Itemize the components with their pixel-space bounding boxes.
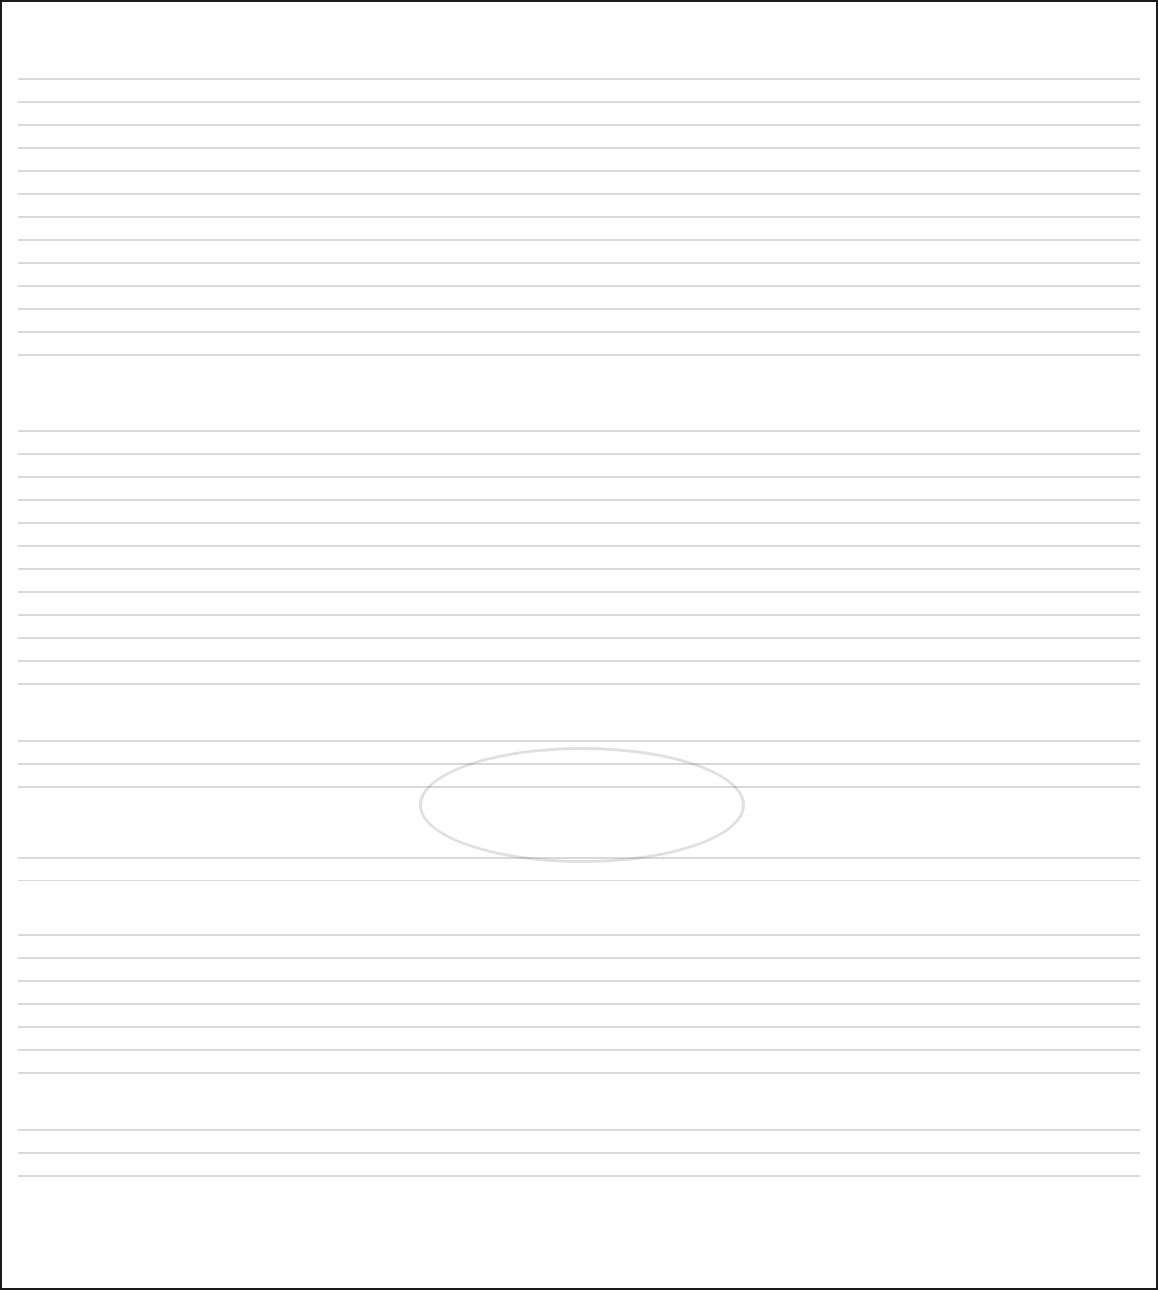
notice-paragraph: [18, 919, 1140, 1076]
notice-body: [18, 48, 1140, 1208]
notice-paragraph: [18, 1114, 1140, 1193]
publication-date: [18, 1214, 1140, 1238]
notice-paragraph: [18, 415, 1140, 687]
notice-paragraph: [18, 842, 1140, 881]
notice-paragraph: [18, 725, 1140, 804]
notice-paragraph: [18, 63, 1140, 377]
notice-title: [18, 12, 1140, 42]
issuer-signature: [18, 1246, 1140, 1276]
